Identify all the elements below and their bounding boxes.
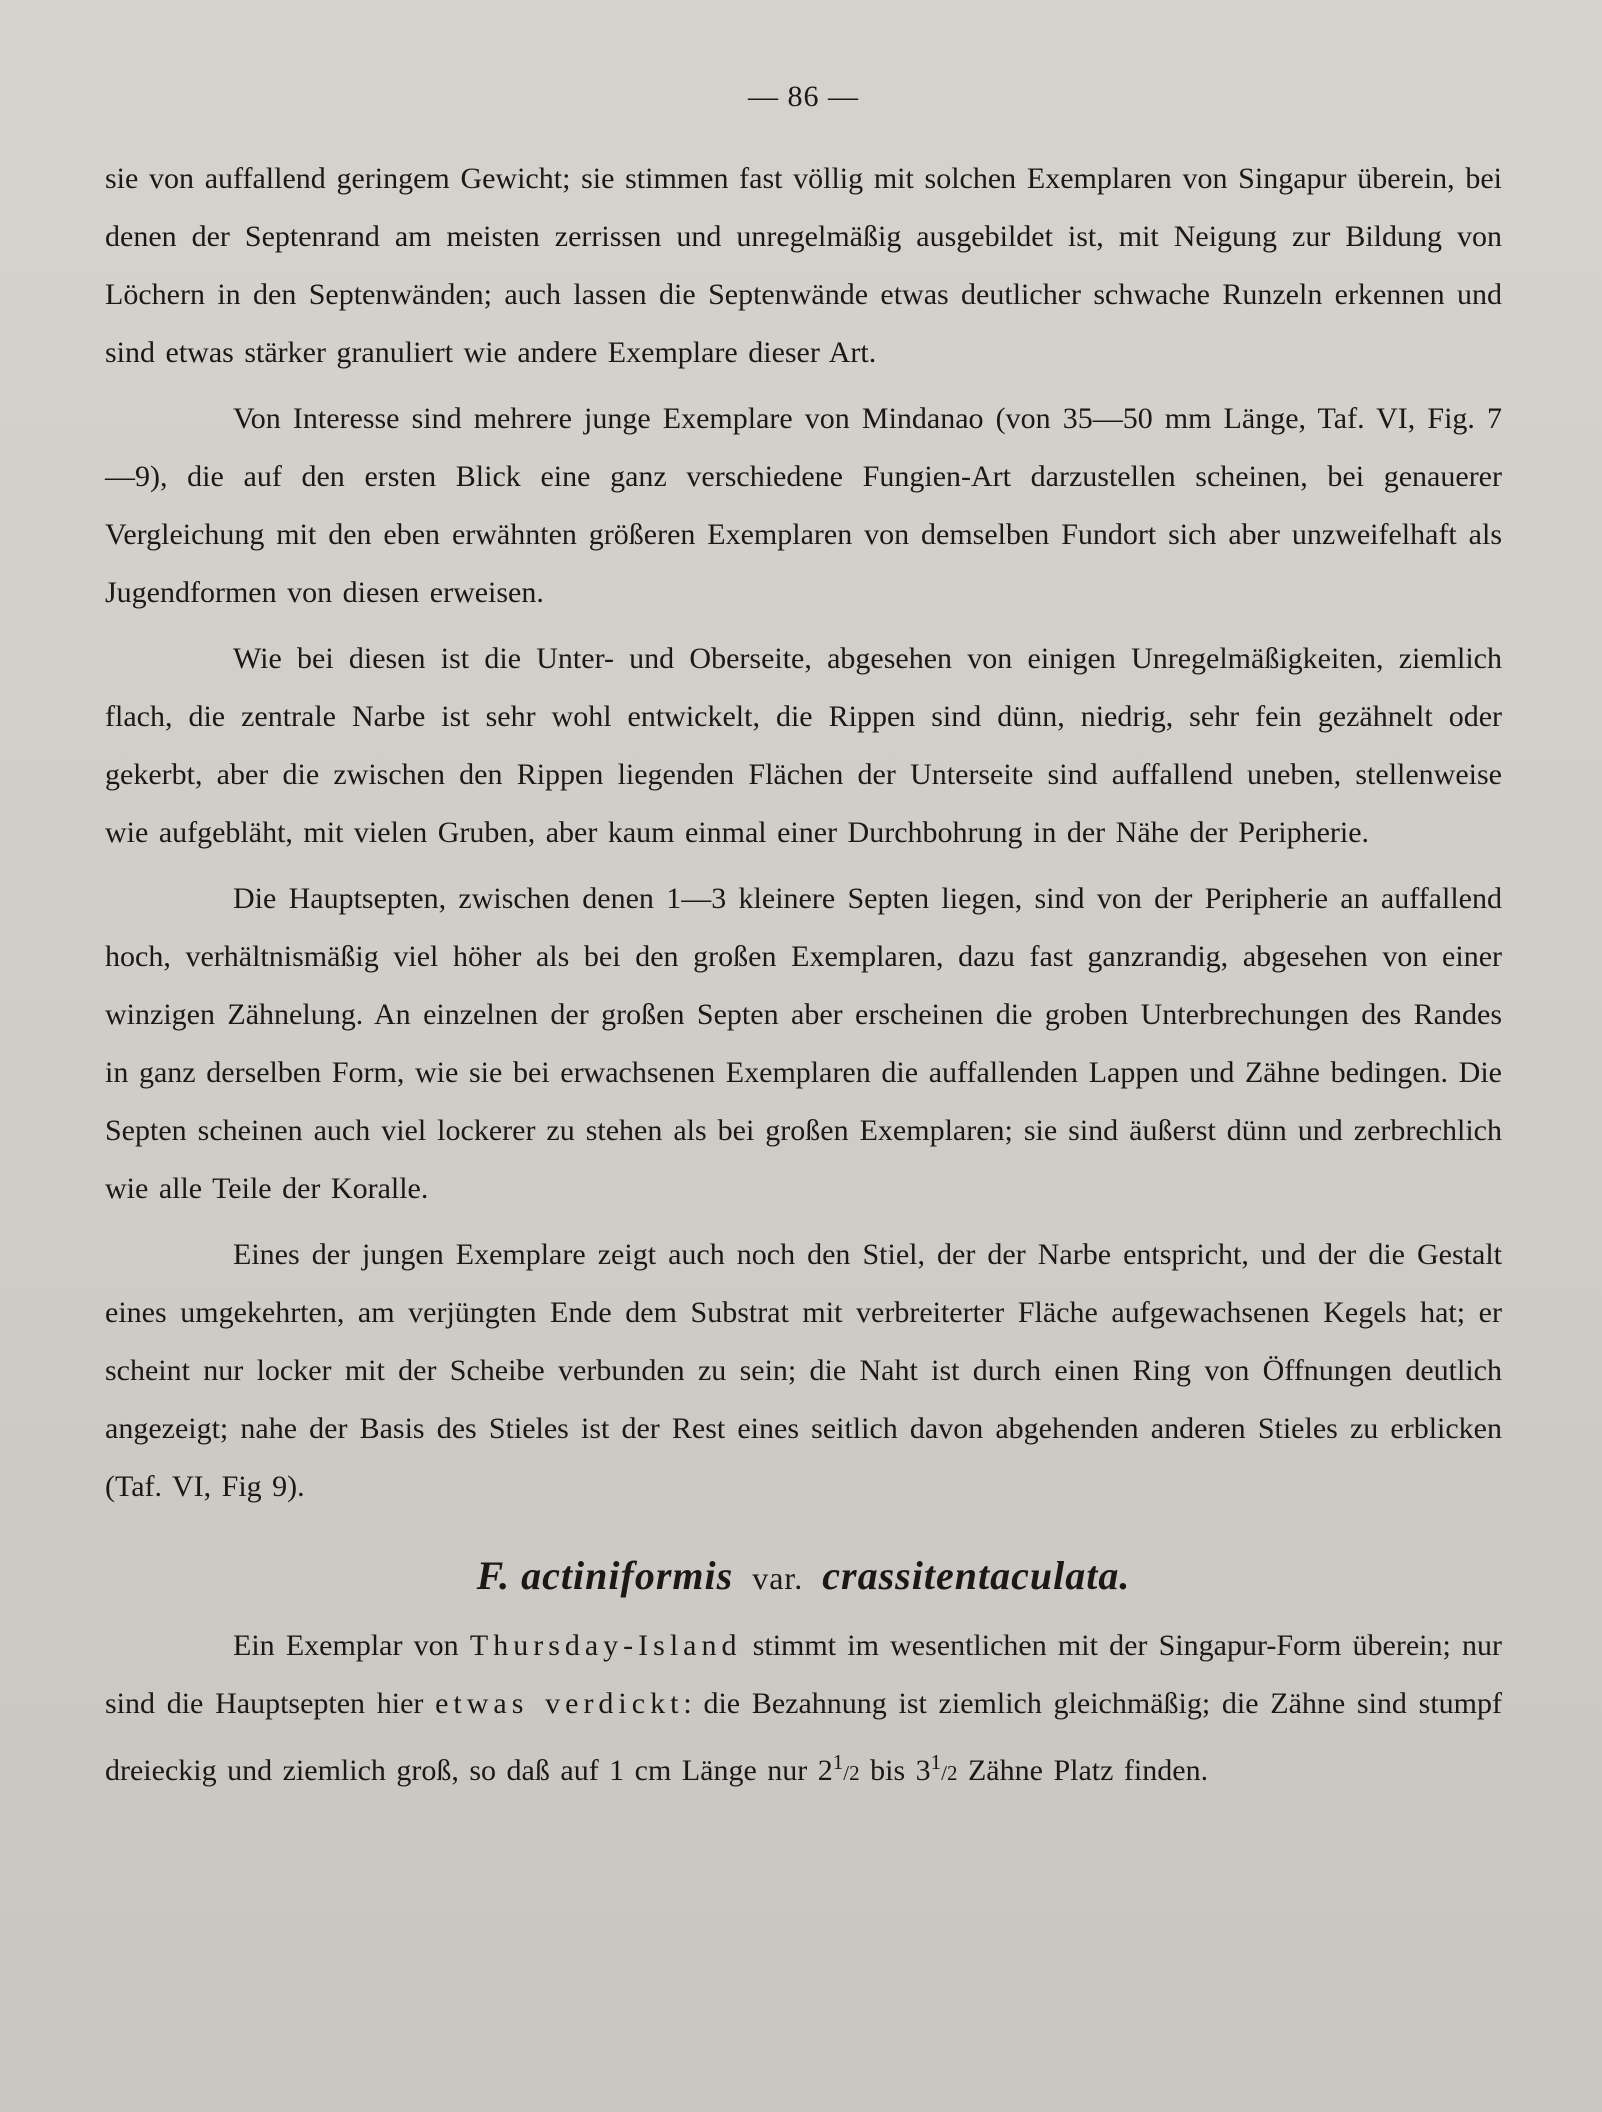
page-number: — 86 —: [748, 80, 859, 113]
heading-var: var.: [752, 1560, 804, 1596]
fraction-numerator: 1: [930, 1750, 942, 1774]
emphasized-text: etwas verdickt: [435, 1687, 684, 1720]
text-segment: bis 3: [859, 1754, 931, 1787]
fraction-denominator: /2: [843, 1761, 860, 1785]
fraction-denominator: /2: [941, 1761, 958, 1785]
heading-genus: F. actiniformis: [476, 1553, 734, 1598]
section-heading: [105, 1552, 1502, 1599]
text-segment: Ein Exemplar von: [233, 1629, 470, 1662]
text-segment: Zähne Platz finden.: [957, 1754, 1209, 1787]
paragraph-continuation: sie von auffallend geringem Gewicht; sie stimmen fast völlig mit solchen Exemplaren von Singapur überein, bei denen der Septenrand am meisten zerrissen und unregelmäßig ausgebildet ist, mit Neigung zur Bildung von Löchern in den Septenwänden; auch lassen die Septenwände etwas deutlicher schwache Runzeln erkennen und sind etwas stärker granuliert wie andere Exemplare dieser Art.: [105, 162, 1502, 369]
paragraph-stiel: Eines der jungen Exemplare zeigt auch noch den Stiel, der der Narbe entspricht, und der die Gestalt eines umgekehrten, am verjüngten Ende dem Substrat mit verbreiterter Fläche aufgewachsenen Kegels hat; er scheint nur locker mit der Scheibe verbunden zu sein; die Naht ist durch einen Ring von Öffnungen deutlich angezeigt; nahe der Basis des Stieles ist der Rest eines seitlich davon abgehenden anderen Stieles zu erblicken (Taf. VI, Fig 9).: [105, 1238, 1502, 1503]
paragraph-surfaces: Wie bei diesen ist die Unter- und Oberseite, abgesehen von einigen Unregelmäßigkeiten, ziemlich flach, die zentrale Narbe ist sehr wohl entwickelt, die Rippen sind dünn, niedrig, sehr fein gezähnelt oder gekerbt, aber die zwischen den Rippen liegenden Flächen der Unterseite sind auffallend uneben, stellenweise wie aufgebläht, mit vielen Gruben, aber kaum einmal einer Durchbohrung in der Nähe der Peripherie.: [105, 642, 1502, 849]
place-name: Thursday-Island: [469, 1629, 742, 1662]
text-segment: : die Bezahnung ist ziemlich gleichmäßig; die Zähne sind stumpf dreieckig und ziemlich groß, so daß auf 1 cm Länge nur 2: [105, 1687, 1502, 1787]
fraction-numerator: 1: [832, 1750, 844, 1774]
heading-variety: crassitentaculata.: [822, 1553, 1131, 1598]
paragraph-mindanao: Von Interesse sind mehrere junge Exemplare von Mindanao (von 35—50 mm Länge, Taf. VI, Fig. 7—9), die auf den ersten Blick eine ganz verschiedene Fungien-Art darzustellen scheinen, bei genauerer Vergleichung mit den eben erwähnten größeren Exemplaren von demselben Fundort sich aber unzweifelhaft als Jugendformen von diesen erweisen.: [105, 402, 1502, 609]
paragraph-hauptsepten: Die Hauptsepten, zwischen denen 1—3 kleinere Septen liegen, sind von der Peripherie an auffallend hoch, verhältnismäßig viel höher als bei den großen Exemplaren, dazu fast ganzrandig, abgesehen von einer winzigen Zähnelung. An einzelnen der großen Septen aber erscheinen die groben Unterbrechungen des Randes in ganz derselben Form, wie sie bei erwachsenen Exemplaren die auffallenden Lappen und Zähne bedingen. Die Septen scheinen auch viel lockerer zu stehen als bei großen Exemplaren; sie sind äußerst dünn und zerbrechlich wie alle Teile der Koralle.: [105, 882, 1502, 1205]
paragraph-thursday-island: [105, 1617, 1502, 1802]
text-segment: stimmt im wesentlichen mit der Singapur-Form überein; nur sind die Hauptsepten hier: [105, 1629, 1502, 1720]
